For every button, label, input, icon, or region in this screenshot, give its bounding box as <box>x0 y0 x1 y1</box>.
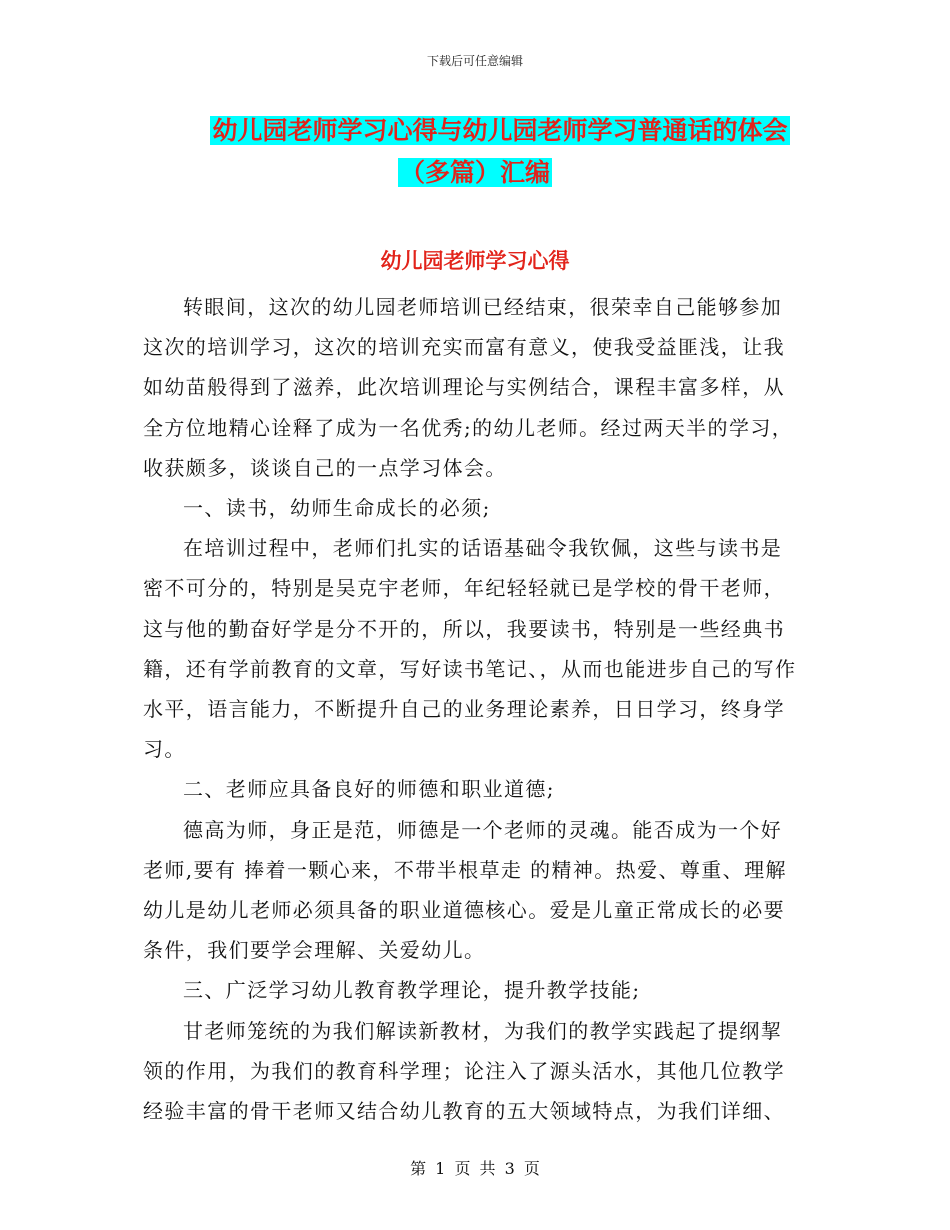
paragraph-heading-2: 二、老师应具备良好的师德和职业道德; <box>183 777 555 802</box>
paragraph-heading-3: 三、广泛学习幼儿教育教学理论，提升教学技能; <box>183 978 641 1003</box>
document-title-line-2 <box>0 150 950 196</box>
title-highlight-1: 幼儿园老师学习心得与幼儿园老师学习普通话的体会 <box>212 116 788 145</box>
document-title-line-1 <box>0 108 950 154</box>
paragraph-heading-1: 一、读书，幼师生命成长的必须; <box>183 496 491 521</box>
body-text <box>143 287 803 1131</box>
paragraph-theory: 甘老师笼统的为我们解读新教材，为我们的教学实践起了提纲挈领的作用，为我们的教育科学理；论注入了源头活水，其他几位教学经验丰富的骨干老师又结合幼儿教育的五大领域特点，为我们详细、 <box>143 1018 785 1124</box>
title-highlight-2: （多篇）汇编 <box>399 158 550 187</box>
page-footer: 第 1 页 共 3 页 <box>410 1159 540 1178</box>
paragraph-reading: 在培训过程中，老师们扎实的话语基础令我钦佩，这些与读书是密不可分的，特别是吴克宇老师，年纪轻轻就已是学校的骨干老师，这与他的勤奋好学是分不开的，所以，我要读书，特别是一些经典书籍，还有学前教育的文章，写好读书笔记、，从而也能进步自己的写作水平，语言能力，不断提升自己的业务理论素养，日日学习，终身学习。 <box>143 536 797 762</box>
section-title: 幼儿园老师学习心得 <box>380 249 570 273</box>
header-note: 下载后可任意编辑 <box>426 54 523 68</box>
paragraph-intro: 转眼间，这次的幼儿园老师培训已经结束，很荣幸自己能够参加这次的培训学习，这次的培训充实而富有意义，使我受益匪浅，让我如幼苗般得到了滋养，此次培训理论与实例结合，课程丰富多样，从全方位地精心诠释了成为一名优秀;的幼儿老师。经过两天半的学习，收获颇多，谈谈自己的一点学习体会。 <box>143 295 794 480</box>
paragraph-ethics: 德高为师，身正是范，师德是一个老师的灵魂。能否成为一个好老师,要有 捧着一颗心来，不带半根草走 的精神。热爱、尊重、理解幼儿是幼儿老师必须具备的职业道德核心。爱是儿童正常成长的必要条件，我们要学会理解、关爱幼儿。 <box>143 817 787 963</box>
